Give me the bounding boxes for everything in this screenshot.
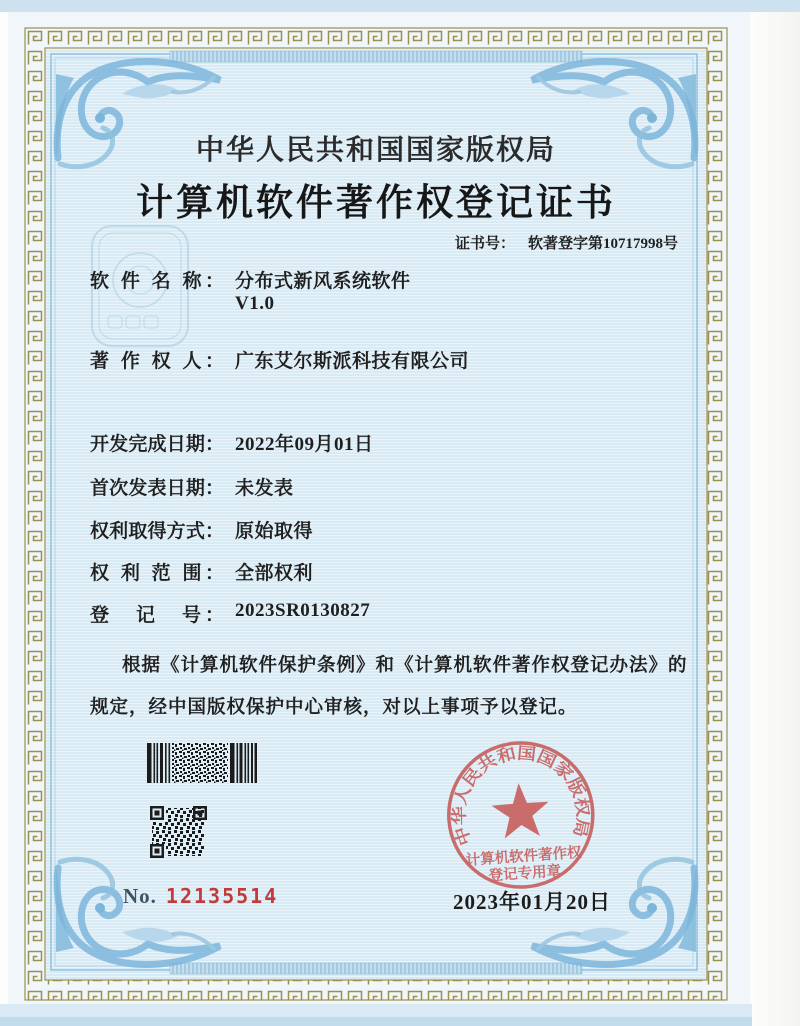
official-seal [430, 727, 611, 908]
red-star-icon [490, 781, 551, 839]
authority-title: 中华人民共和国国家版权局 [195, 135, 556, 166]
field-value: 分布式新风系统软件 [235, 271, 411, 292]
registration-statement-line1: 根据《计算机软件保护条例》和《计算机软件著作权登记办法》的 [122, 656, 688, 676]
field-label: 著 作 权 人： [90, 351, 224, 372]
software-version: V1.0 [235, 293, 275, 314]
barcode-image [147, 743, 257, 783]
field-label: 权 利 范 围： [90, 563, 224, 584]
field-label: 登 记 号： [90, 605, 224, 626]
seal-line2: 登记专用章 [488, 863, 562, 885]
field-value: 广东艾尔斯派科技有限公司 [235, 351, 470, 372]
qr-code-image [150, 806, 207, 858]
field-label: 首次发表日期： [90, 478, 224, 499]
certificate-title: 计算机软件著作权登记证书 [136, 183, 616, 224]
field-value: 全部权利 [235, 563, 314, 584]
serial-number-row [123, 884, 278, 909]
serial-prefix: No. [123, 884, 157, 908]
certificate-number-value: 软著登字第10717998号 [528, 236, 679, 252]
field-label: 权利取得方式： [90, 521, 224, 542]
issue-date: 2023年01月20日 [453, 890, 611, 914]
seal-line1: 计算机软件著作权 [465, 844, 583, 869]
certificate-number-row [455, 232, 678, 253]
field-value: 未发表 [235, 478, 294, 499]
field-label: 开发完成日期： [90, 434, 224, 455]
field-label: 软 件 名 称： [90, 271, 224, 292]
registration-statement-line2: 规定，经中国版权保护中心审核，对以上事项予以登记。 [90, 698, 578, 718]
certificate-number-label: 证书号： [455, 236, 516, 252]
serial-number: 12135514 [165, 884, 279, 908]
field-value: 2022年09月01日 [235, 434, 374, 455]
seal-ring-text: 中华人民共和国国家版权局 [450, 744, 592, 848]
field-value: 原始取得 [235, 521, 314, 542]
field-value: 2023SR0130827 [235, 600, 371, 621]
